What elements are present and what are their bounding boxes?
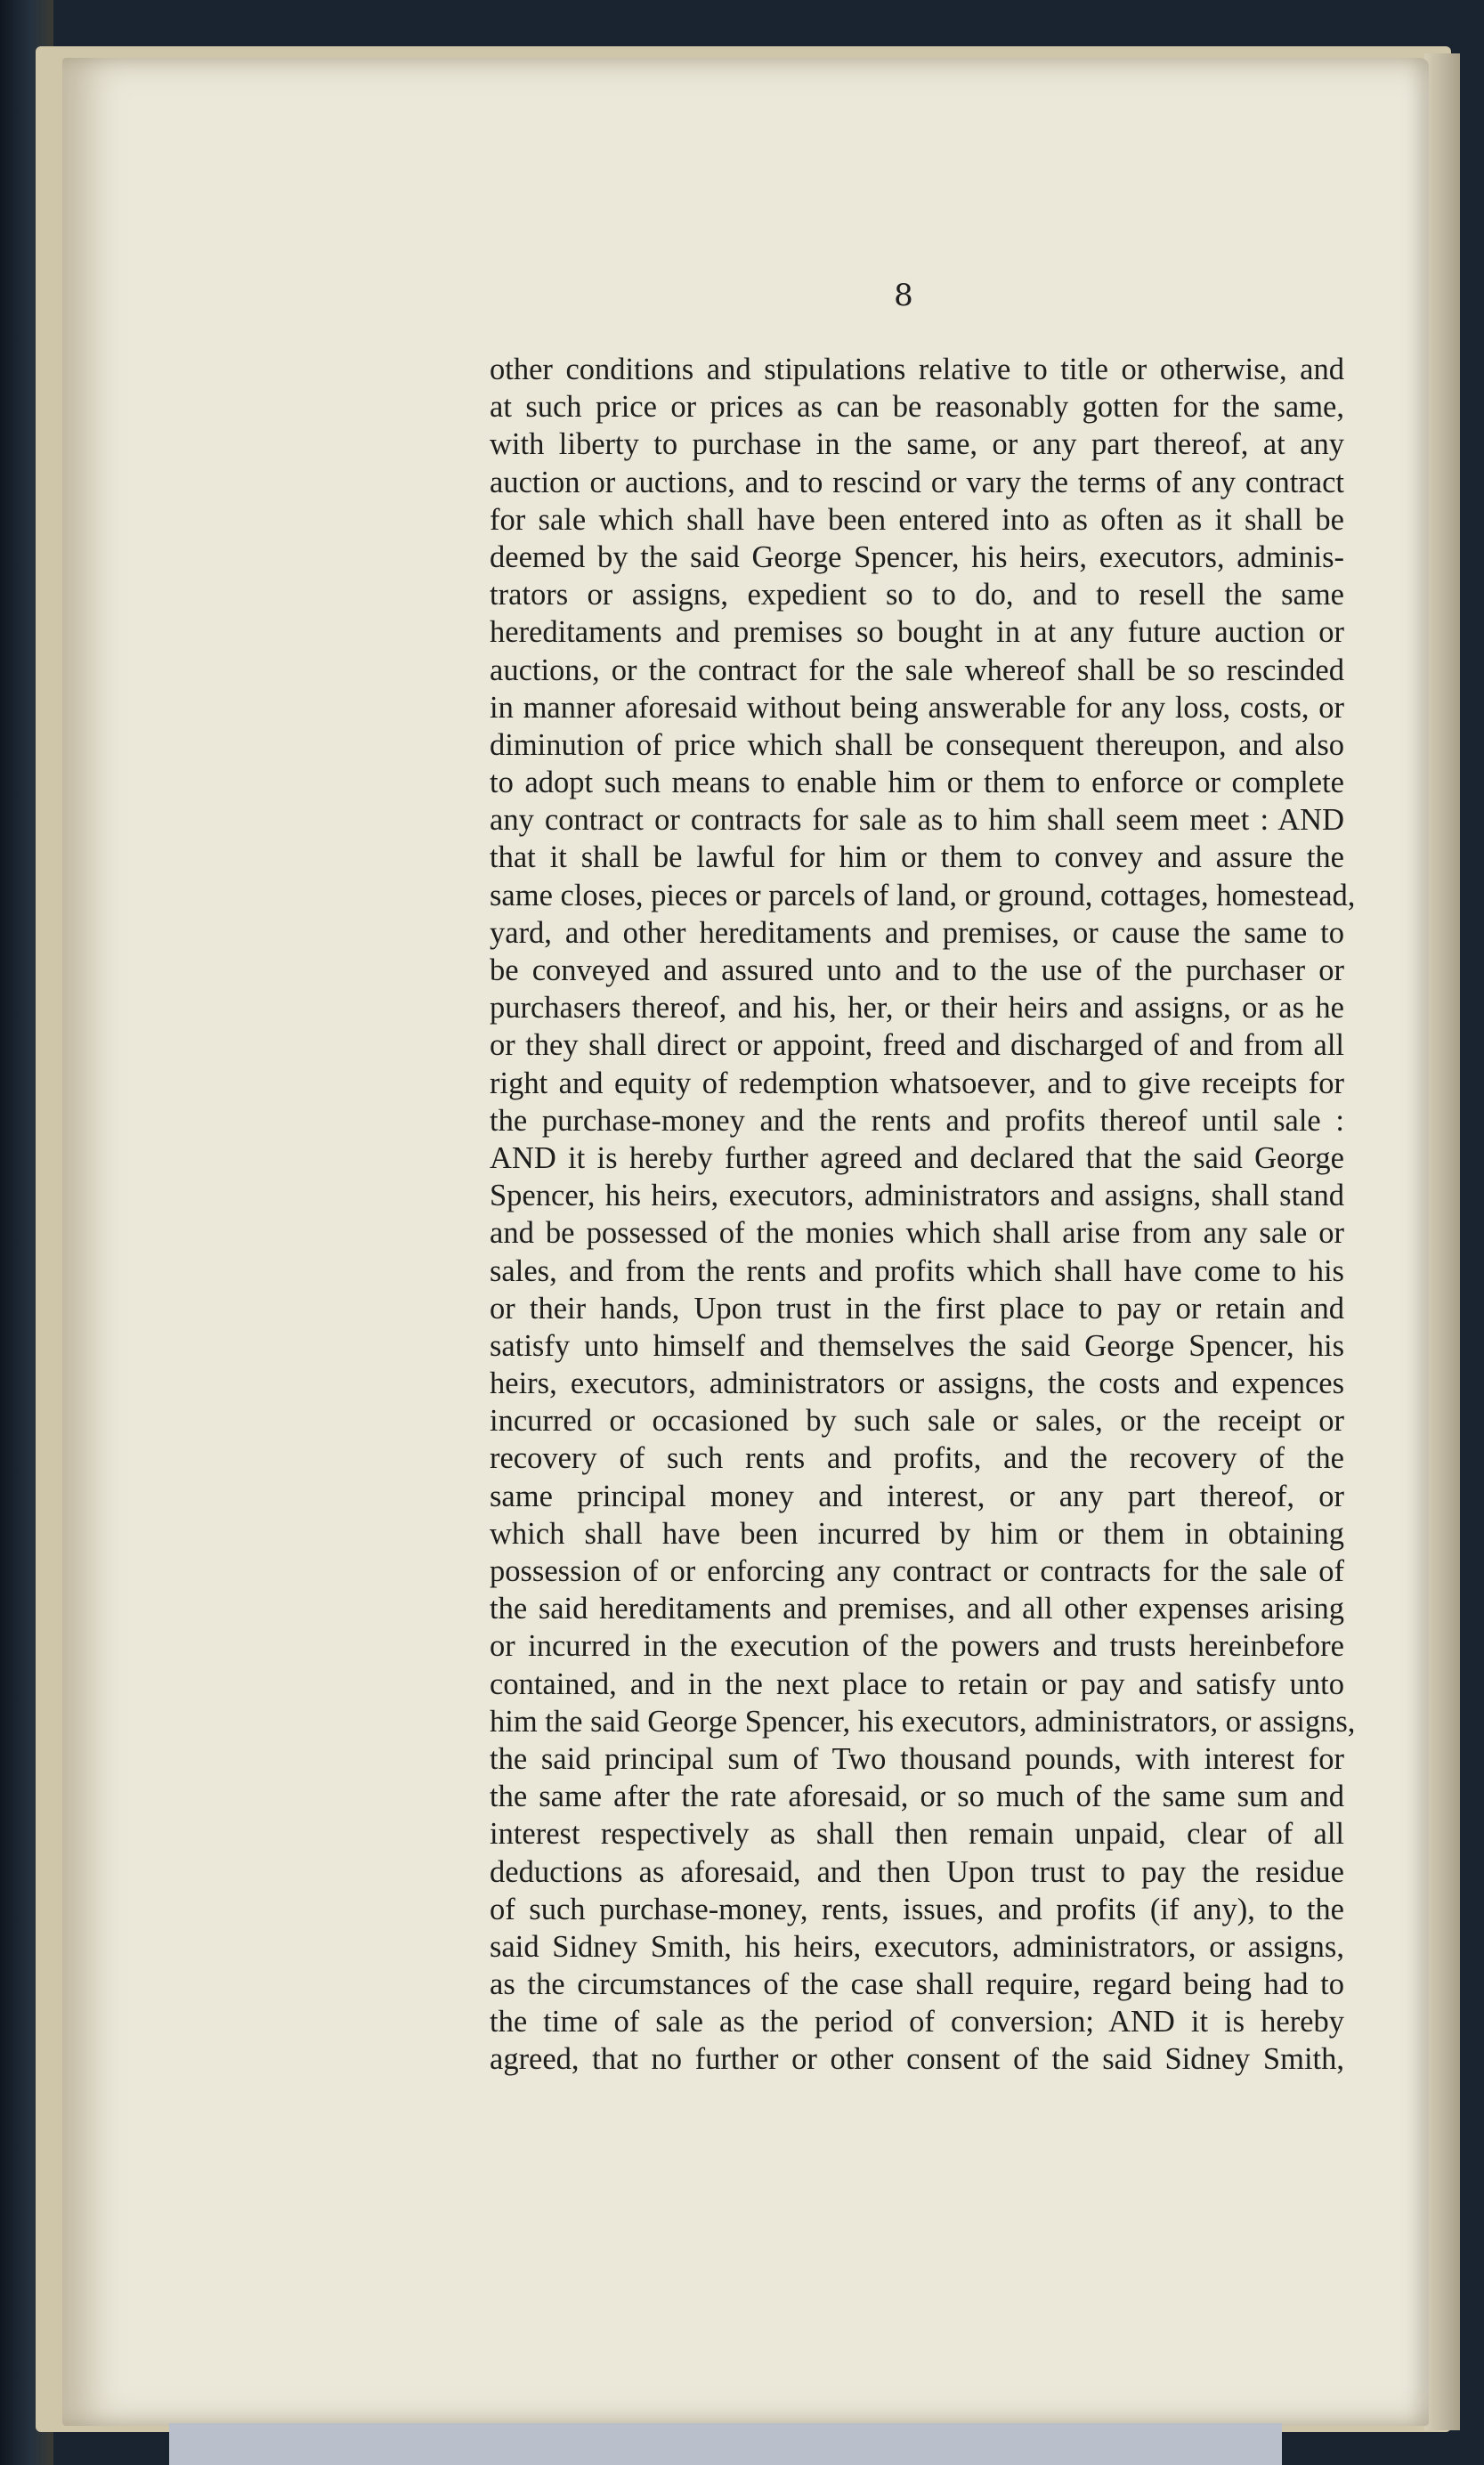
text-line: hereditaments and premises so bought in at any future auction or (490, 615, 1344, 650)
text-line: be conveyed and assured unto and to the use of the purchaser or (490, 953, 1344, 987)
text-line: contained, and in the next place to retain or pay and satisfy unto (490, 1666, 1344, 1701)
text-line: that it shall be lawful for him or them to convey and assure the (490, 840, 1344, 875)
text-line: to adopt such means to enable him or them to enforce or complete (490, 766, 1344, 800)
text-line: and be possessed of the monies which shall arise from any sale or (490, 1216, 1344, 1251)
text-line: the purchase-money and the rents and profits thereof until sale : (490, 1103, 1344, 1138)
text-line: same closes, pieces or parcels of land, or ground, cottages, homestead, (490, 878, 1356, 912)
text-line: as the circumstances of the case shall require, regard being had to (490, 1967, 1344, 2002)
page-number: 8 (894, 278, 913, 313)
text-line: any contract or contracts for sale as to him shall seem meet : AND (490, 803, 1344, 838)
text-line: yard, and other hereditaments and premises, or cause the same to (490, 915, 1344, 950)
text-line: the time of sale as the period of conversion; AND it is hereby (490, 2005, 1344, 2039)
text-line: the said hereditaments and premises, and all other expenses arising (490, 1592, 1344, 1626)
scan-background-strip (169, 2423, 1282, 2465)
text-line: recovery of such rents and profits, and the recovery of the (490, 1441, 1344, 1476)
text-line: satisfy unto himself and themselves the said George Spencer, his (490, 1328, 1344, 1363)
body-text (490, 351, 1356, 2079)
text-line: auctions, or the contract for the sale whereof shall be so rescinded (490, 653, 1344, 687)
text-line: purchasers thereof, and his, her, or their heirs and assigns, or as he (490, 991, 1344, 1026)
text-line: possession of or enforcing any contract or contracts for the sale of (490, 1554, 1344, 1588)
text-line: deductions as aforesaid, and then Upon trust to pay the residue (490, 1854, 1344, 1889)
text-line: trators or assigns, expedient so to do, and to resell the same (490, 578, 1344, 612)
text-line: of such purchase-money, rents, issues, and profits (if any), to the (490, 1892, 1344, 1926)
text-line: auction or auctions, and to rescind or vary the terms of any contract (490, 465, 1344, 499)
text-line: other conditions and stipulations relative to title or otherwise, and (490, 353, 1344, 386)
text-line: same principal money and interest, or any part thereof, or (490, 1479, 1344, 1513)
text-line: AND it is hereby further agreed and declared that the said George (490, 1140, 1344, 1175)
text-line: the said principal sum of Two thousand pounds, with interest for (490, 1741, 1344, 1776)
text-line: him the said George Spencer, his executors, administrators, or assigns, (490, 1704, 1356, 1739)
text-line: diminution of price which shall be consequent thereupon, and also (490, 727, 1344, 762)
text-line: or their hands, Upon trust in the first place to pay or retain and (490, 1291, 1344, 1326)
text-line: deemed by the said George Spencer, his heirs, executors, adminis- (490, 539, 1344, 574)
text-line: with liberty to purchase in the same, or any part thereof, at any (490, 427, 1344, 462)
text-line: or incurred in the execution of the powers and trusts hereinbefore (490, 1629, 1344, 1664)
text-line: sales, and from the rents and profits which shall have come to his (490, 1253, 1344, 1288)
text-line: at such price or prices as can be reasonably gotten for the same, (490, 390, 1344, 425)
text-line: heirs, executors, administrators or assigns, the costs and expences (490, 1366, 1344, 1401)
text-line: the same after the rate aforesaid, or so much of the same sum and (490, 1780, 1344, 1814)
next-page-edge (1424, 53, 1460, 2430)
text-line: which shall have been incurred by him or them in obtaining (490, 1516, 1344, 1551)
text-line: incurred or occasioned by such sale or sales, or the receipt or (490, 1404, 1344, 1439)
text-line: Spencer, his heirs, executors, administrators and assigns, shall stand (490, 1179, 1344, 1213)
text-line: in manner aforesaid without being answerable for any loss, costs, or (490, 690, 1344, 725)
text-line: right and equity of redemption whatsoever, and to give receipts for (490, 1066, 1344, 1100)
text-line: said Sidney Smith, his heirs, executors, administrators, or assigns, (490, 1929, 1344, 1964)
text-line: for sale which shall have been entered into as often as it shall be (490, 502, 1344, 537)
text-line: or they shall direct or appoint, freed and discharged of and from all (490, 1028, 1344, 1063)
text-line: agreed, that no further or other consent of the said Sidney Smith, (490, 2042, 1344, 2077)
text-line: interest respectively as shall then remain unpaid, clear of all (490, 1817, 1344, 1852)
